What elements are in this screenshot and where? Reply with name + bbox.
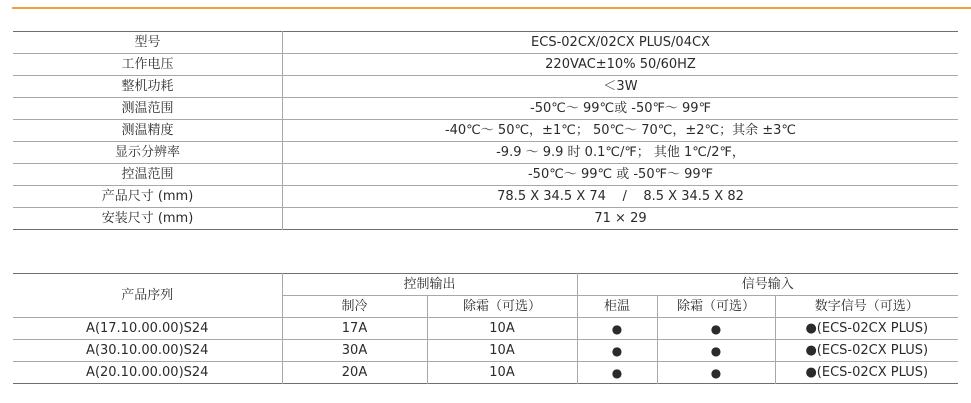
- cell-series: A(30.10.00.00)S24: [13, 340, 282, 362]
- table-row: [13, 164, 958, 186]
- cell-series: A(20.10.00.00)S24: [13, 362, 282, 384]
- table-row: [13, 362, 958, 384]
- cell-cabinet-dot: ●: [577, 318, 657, 340]
- header-cooling: 制冷: [282, 296, 427, 318]
- spec-value: ＜3W: [283, 76, 959, 98]
- cell-digital: ●(ECS-02CX PLUS): [805, 364, 929, 380]
- header-defrost-optional: 除霜（可选）: [427, 296, 577, 318]
- spec-label: 安装尺寸 (mm): [13, 208, 283, 230]
- top-accent-line: [12, 7, 971, 9]
- cell-cabinet-dot: ●: [577, 340, 657, 362]
- table-row: [13, 76, 958, 98]
- spec-value: 71 × 29: [594, 210, 647, 226]
- spec-label: 工作电压: [13, 54, 283, 76]
- header-control-output: 控制输出: [282, 274, 577, 296]
- table-row: [13, 186, 958, 208]
- header-series: 产品序列: [13, 274, 282, 318]
- table-row: [13, 54, 958, 76]
- table-row: [13, 142, 958, 164]
- spec-label: 产品尺寸 (mm): [13, 186, 283, 208]
- cell-cooling: 17A: [282, 318, 427, 340]
- spec-value: -50℃～ 99℃或 -50℉～ 99℉: [283, 98, 959, 120]
- table-row: [13, 98, 958, 120]
- cell-defrost: 10A: [427, 362, 577, 384]
- spec-value: 220VAC±10% 50/60HZ: [283, 54, 959, 76]
- spec-value: ECS-02CX/02CX PLUS/04CX: [283, 32, 959, 54]
- cell-defrost-dot: ●: [657, 318, 775, 340]
- cell-digital: ●(ECS-02CX PLUS): [775, 318, 958, 340]
- spec-label: 显示分辨率: [13, 142, 283, 164]
- cell-defrost: 10A: [427, 318, 577, 340]
- spec-label: 测温范围: [13, 98, 283, 120]
- table-row: [13, 318, 958, 340]
- spec-label: 控温范围: [13, 164, 283, 186]
- spec-value: -9.9 ～ 9.9 时 0.1℃/℉； 其他 1℃/2℉，: [283, 142, 959, 164]
- spec-table: [13, 31, 958, 230]
- table-row: [13, 120, 958, 142]
- cell-defrost-dot: ●: [657, 362, 775, 384]
- cell-cooling: 30A: [282, 340, 427, 362]
- spec-value: -40℃～ 50℃，±1℃； 50℃～ 70℃，±2℃；其余 ±3℃: [283, 120, 959, 142]
- header-digital-signal: 数字信号（可选）: [775, 296, 958, 318]
- header-cabinet-temp: 柜温: [577, 296, 657, 318]
- spec-label: 整机功耗: [13, 76, 283, 98]
- cell-digital: ●(ECS-02CX PLUS): [775, 340, 958, 362]
- cell-cooling: 20A: [282, 362, 427, 384]
- cell-defrost: 10A: [427, 340, 577, 362]
- table-header-row: [13, 274, 958, 296]
- table-row: [13, 340, 958, 362]
- spec-label: 型号: [13, 32, 283, 54]
- spec-value: 78.5 X 34.5 X 74 / 8.5 X 34.5 X 82: [283, 186, 959, 208]
- spec-value: -50℃～ 99℃ 或 -50℉～ 99℉: [283, 164, 959, 186]
- spec-label: 测温精度: [13, 120, 283, 142]
- cell-defrost-dot: ●: [657, 340, 775, 362]
- cell-cabinet-dot: ●: [577, 362, 657, 384]
- cell-series: A(17.10.00.00)S24: [13, 318, 282, 340]
- header-defrost-input: 除霜（可选）: [657, 296, 775, 318]
- series-table: [13, 273, 958, 384]
- table-row: [13, 208, 958, 230]
- table-row: [13, 32, 958, 54]
- header-signal-input: 信号输入: [577, 274, 958, 296]
